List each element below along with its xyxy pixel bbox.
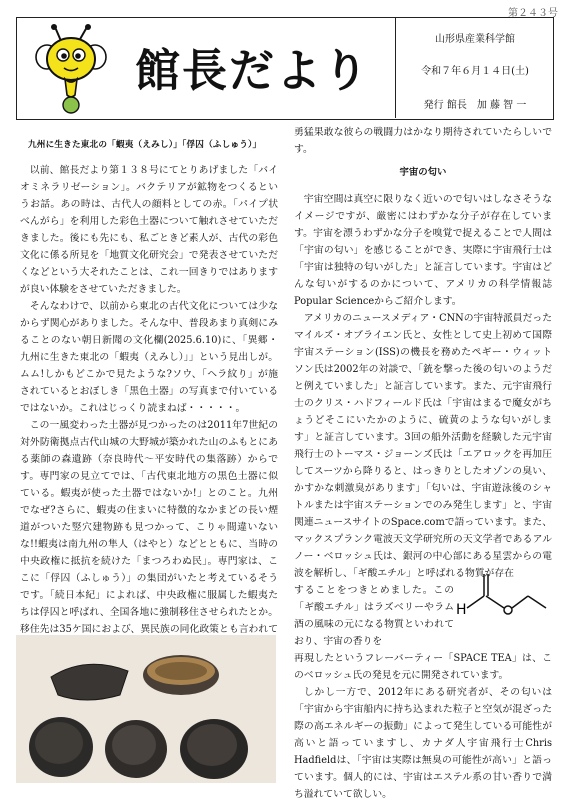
article-heading-emishi: 九州に生きた東北の「蝦夷（えみし）」「俘囚（ふしゅう）」 <box>28 140 262 150</box>
black-pottery-photo <box>16 635 276 783</box>
molecule-h-label: H <box>456 602 467 618</box>
paragraph: 再現したというフレーバーティー「SPACE TEA」は、このベロッシュ氏の発見を元に開発されています。 <box>294 653 552 681</box>
right-column <box>294 124 552 803</box>
paragraph: しかし一方で、2012年にある研究者が、その匂いは「宇宙から宇宙船内に持ち込まれた粒子と空気が混ざった際の高エネルギーの振動」によって発生している可能性が高いと語っていますし、カナダ人宇宙飛行士Chris Hadfieldは、「宇宙は実際は無臭の可能性が高い」と語っています。個人的には、宇宙はエステル系の甘い香りで満ち溢れていて欲しい。 <box>294 687 552 800</box>
paragraph: することをつきとめました。この「ギ酸エチル」はラズベリーやラム酒の風味の元になる物質といわれており、宇宙の香りを <box>294 585 454 647</box>
publication-info <box>395 18 554 118</box>
newsletter-header <box>16 17 554 120</box>
paragraph: アメリカのニュースメディア・CNNの宇宙特派員だったマイルズ・オブライエン氏と、女性として史上初めて国際宇宙ステーション(ISS)の機長を務めたペギー・ウィットソン氏は2002年の対談で、「銃を撃った後の匂いのようだと例えていました」と証言しています。また、元宇宙飛行士のクリス・ハドフィールド氏は「宇宙はまるで魔女がちょうどそこにいたかのように、硫黄のような匂いがします」と証言しています。3回の船外活動を経験した元宇宙飛行士のトーマス・ジョーンズ氏は「エアロックを再加圧してスーツから降りると、はっきりとしたオゾンの臭い、かすかな刺激臭があります」「匂いは、宇宙遊泳後のシャトルまたは宇宙ステーションでのみ発生します」と、宇宙関連ニュースサイトのSpace.comで語っています。また、マックスプランク電波天文学研究所の天文学者であるアルノー・ベロッシュ氏は、銀河の中心部にある星雲からの電波を解析し、「ギ酸エチル」と呼ばれる物質が存在 <box>294 313 552 579</box>
bee-mascot-icon <box>31 23 111 115</box>
issue-date: 令和７年６月１４日(土) <box>421 66 529 77</box>
newsletter-title: 館長だより <box>135 44 371 97</box>
paragraph: 勇猛果敢な彼らの戦闘力はかなり期待されていたらしいです。 <box>294 127 552 155</box>
left-column <box>20 124 278 655</box>
paragraph: そんなわけで、以前から東北の古代文化については少なからず関心がありました。そんな中、普段あまり真剣にみることのない朝日新聞の文化欄(2025.6.10)に、「異郷・九州に生きた東北の「蝦夷（えみし）」」という見出しが。ムム!しかもどこかで見たような?ソウ、「ヘラ紋り」が施されているとおぼしき「黒色土器」の写真まで付いているではないか。これはじっくり読まねば・・・・・。 <box>20 301 278 414</box>
paragraph: 以前、館長だより第１３８号にてとりあげました「バイオミネラリゼーション」。バクテリアが鉱物をつくるというお話。あの時は、古代人の顔料としての赤。「パイプ状べんがら」を利用した彩色土器について触れさせていただきました。後にも先にも、私ごときど素人が、古代の彩色文化に係る所見を「地質文化研究会」で発表させていただくなどという大それたことは、これ一回きりではありますが良い体験をさせていただきました。 <box>20 165 278 295</box>
paragraph: 宇宙空間は真空に限りなく近いので匂いはしなさそうなイメージですが、厳密にはわずかな分子が存在しています。宇宙を漂うわずかな分子を嗅覚で捉えることで人間は「宇宙の匂い」を感じることができ、実際に宇宙飛行士は「宇宙は独特の匂いがした」と証言しています。宇宙はどんな匂いがするのかについて、アメリカの科学情報誌Popular Scienceからご紹介します。 <box>294 194 552 307</box>
issue-number: 第２４３号 <box>508 8 558 19</box>
pottery-shards-image <box>16 635 276 783</box>
publisher: 発行 館長 加 藤 智 一 <box>423 100 527 111</box>
article-heading-space-smell: 宇宙の匂い <box>399 167 447 178</box>
ethyl-formate-structure-icon <box>450 568 550 626</box>
museum-name: 山形県産業科学館 <box>435 34 515 45</box>
paragraph: この一風変わった土器が見つかったのは2011年7世紀の対外防衛拠点古代山城の大野城が築かれた山のふもとにある薬師の森遺跡（奈良時代～平安時代の集落跡）からです。専門家の見立てでは、「古代東北地方の黒色土器に似ている。蝦夷が使った土器ではないか!」とのこと。九州でなぜ?さらに、蝦夷の住まいに特徴的なかまどの長い煙道がついた竪穴建物跡も見つかって、こりゃ間違いないな!!蝦夷は南九州の隼人（はやと）などとともに、当時の中央政権に抵抗を続けた「まつろわぬ民」。専門家は、ここに「俘囚（ふしゅう）」の集団がいたと考えているそうです。「続日本紀」によれば、中央政権に服属した蝦夷たちは俘囚と呼ばれ、全国各地に強制移住させられたとか。移住先は35ケ国におよび、異民族の同化政策とも言われて <box>20 420 278 635</box>
